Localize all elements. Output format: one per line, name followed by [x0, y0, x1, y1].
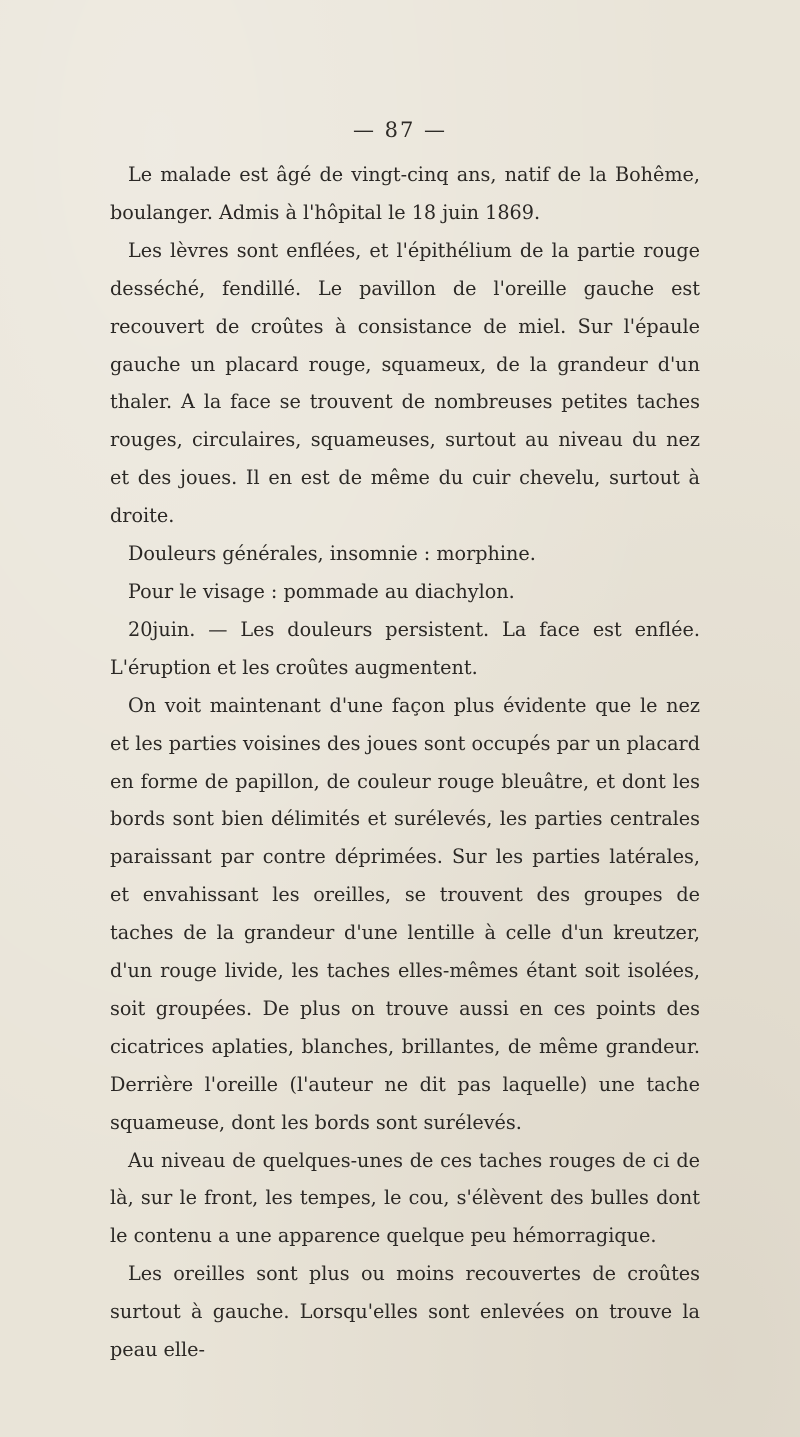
paragraph-bullae: Au niveau de quelques-unes de ces taches rouges de ci de là, sur le front, les tempes, le cou, s'élèvent des bulles dont le contenu a une apparence quelque peu hémorragique. [110, 1148, 700, 1248]
paragraph-face-treatment: Pour le visage : pommade au diachylon. [128, 579, 515, 603]
page-number: — 87 — [352, 118, 448, 142]
paragraph-ears: Les oreilles sont plus ou moins recouvertes de croûtes surtout à gauche. Lorsqu'elles sont enlevées on trouve la peau elle- [110, 1262, 700, 1362]
paragraph-patient-intro: Le malade est âgé de vingt-cinq ans, natif de la Bohême, boulanger. Admis à l'hôpital le 18 juin 1869. [110, 163, 700, 224]
paragraph-june-20: 20juin. — Les douleurs persistent. La face est enflée. L'éruption et les croûtes augmentent. [110, 617, 700, 679]
paragraph-symptoms: Les lèvres sont enflées, et l'épithélium de la partie rouge desséché, fendillé. Le pavillon de l'oreille gauche est recouvert de croûtes à consistance de miel. Sur l'épaule gauche un placard rouge, squameux, de la grandeur d'un thaler. A la face se trouvent de nombreuses petites taches rouges, circulaires, squameuses, surtout au niveau du nez et des joues. Il en est de même du cuir chevelu, surtout à droite. [110, 238, 700, 528]
paragraph-pain: Douleurs générales, insomnie : morphine. [128, 542, 536, 566]
paragraph-butterfly-rash: On voit maintenant d'une façon plus évidente que le nez et les parties voisines des joues sont occupés par un placard en forme de papillon, de couleur rouge bleuâtre, et dont les bords sont bien délimités et surélevés, les parties centrales paraissant par contre déprimées. Sur les parties latérales, et envahissant les oreilles, se trouvent des groupes de taches de la grandeur d'une lentille à celle d'un kreutzer, d'un rouge livide, les taches elles-mêmes étant soit isolées, soit groupées. De plus on trouve aussi en ces points des cicatrices aplaties, blanches, brillantes, de même grandeur. Derrière l'oreille (l'auteur ne dit pas laquelle) une tache squameuse, dont les bords sont surélevés. [110, 693, 700, 1134]
body-text [110, 156, 700, 1369]
